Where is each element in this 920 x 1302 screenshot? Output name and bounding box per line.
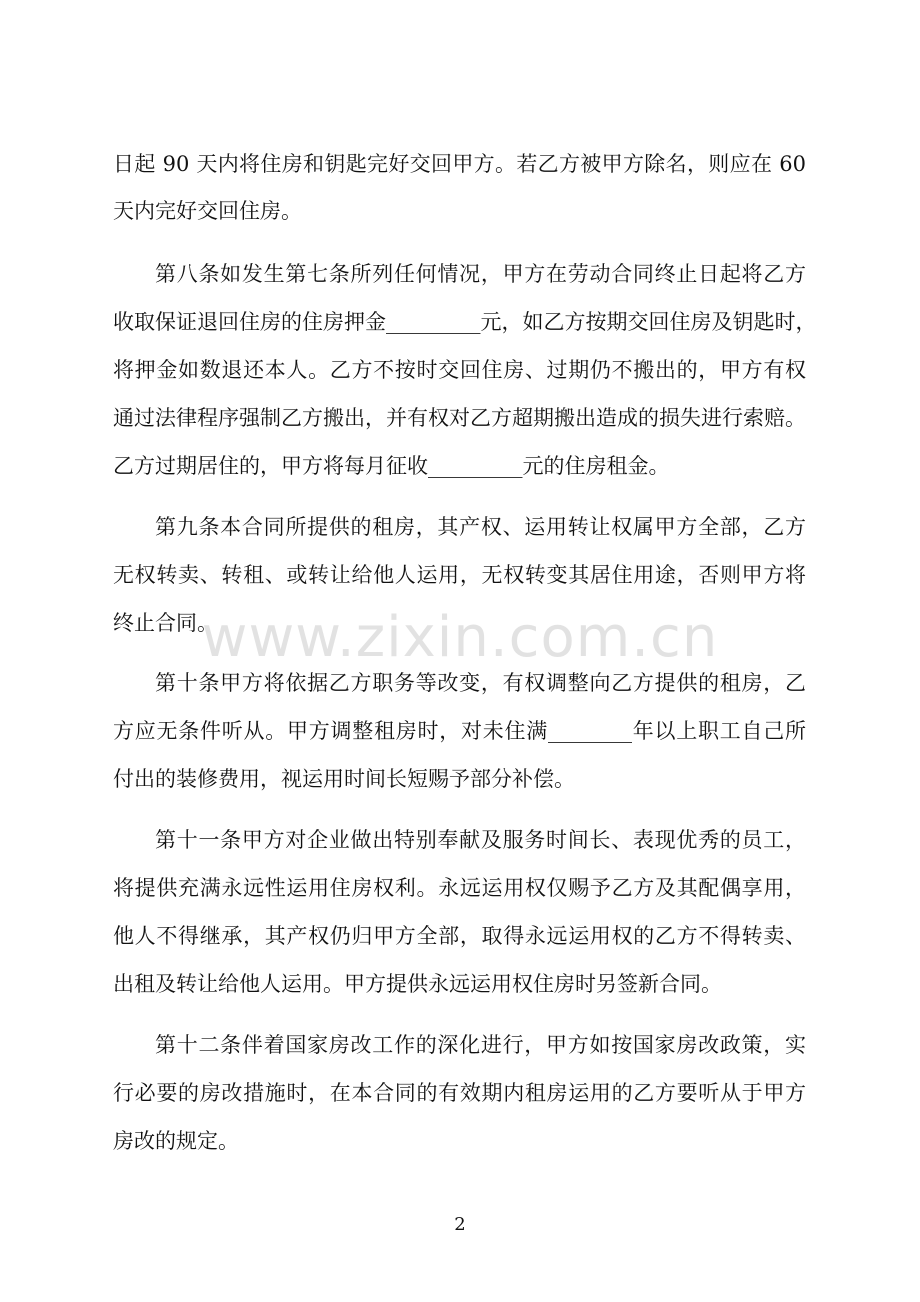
text-line: 通过法律程序强制乙方搬出，并有权对乙方超期搬出造成的损失进行索赔。 [113, 406, 806, 430]
watermark: www.zixin.com.cn [201, 605, 719, 670]
text-line: 第十一条甲方对企业做出特别奉献及服务时间长、表现优秀的员工， [155, 828, 806, 852]
text-line: 出租及转让给他人运用。甲方提供永远运用权住房时另签新合同。 [113, 972, 722, 996]
text-line: 房改的规定。 [113, 1129, 239, 1153]
text-line: 第八条如发生第七条所列任何情况，甲方在劳动合同终止日起将乙方 [155, 262, 806, 286]
page-number: 2 [454, 1214, 466, 1235]
text-line: 付出的装修费用，视运用时间长短赐予部分补偿。 [113, 767, 575, 791]
text-line: 第十二条伴着国家房改工作的深化进行，甲方如按国家房改政策，实 [155, 1033, 806, 1057]
text-line: 将提供充满永远性运用住房权利。永远运用权仅赐予乙方及其配偶享用， [113, 876, 806, 900]
text-line: 他人不得继承，其产权仍归甲方全部，取得永远运用权的乙方不得转卖、 [113, 924, 806, 948]
text-line: 日起 90 天内将住房和钥匙完好交回甲方。若乙方被甲方除名，则应在 60 [113, 152, 806, 176]
text-line: 将押金如数退还本人。乙方不按时交回住房、过期仍不搬出的，甲方有权 [113, 358, 806, 382]
text-line: 天内完好交回住房。 [113, 199, 302, 223]
text-line: 无权转卖、转租、或转让给他人运用，无权转变其居住用途，否则甲方将 [113, 563, 806, 587]
text-line: 方应无条件听从。甲方调整租房时，对未住满________年以上职工自己所 [113, 719, 806, 743]
text-line: 终止合同。 [113, 611, 218, 635]
text-line: 第十条甲方将依据乙方职务等改变，有权调整向乙方提供的租房，乙 [155, 671, 806, 695]
text-line: 乙方过期居住的，甲方将每月征收_________元的住房租金。 [113, 454, 670, 478]
text-line: 行必要的房改措施时，在本合同的有效期内租房运用的乙方要听从于甲方 [113, 1081, 806, 1105]
text-line: 第九条本合同所提供的租房，其产权、运用转让权属甲方全部，乙方 [155, 515, 806, 539]
text-line: 收取保证退回住房的住房押金_________元，如乙方按期交回住房及钥匙时， [113, 310, 817, 334]
